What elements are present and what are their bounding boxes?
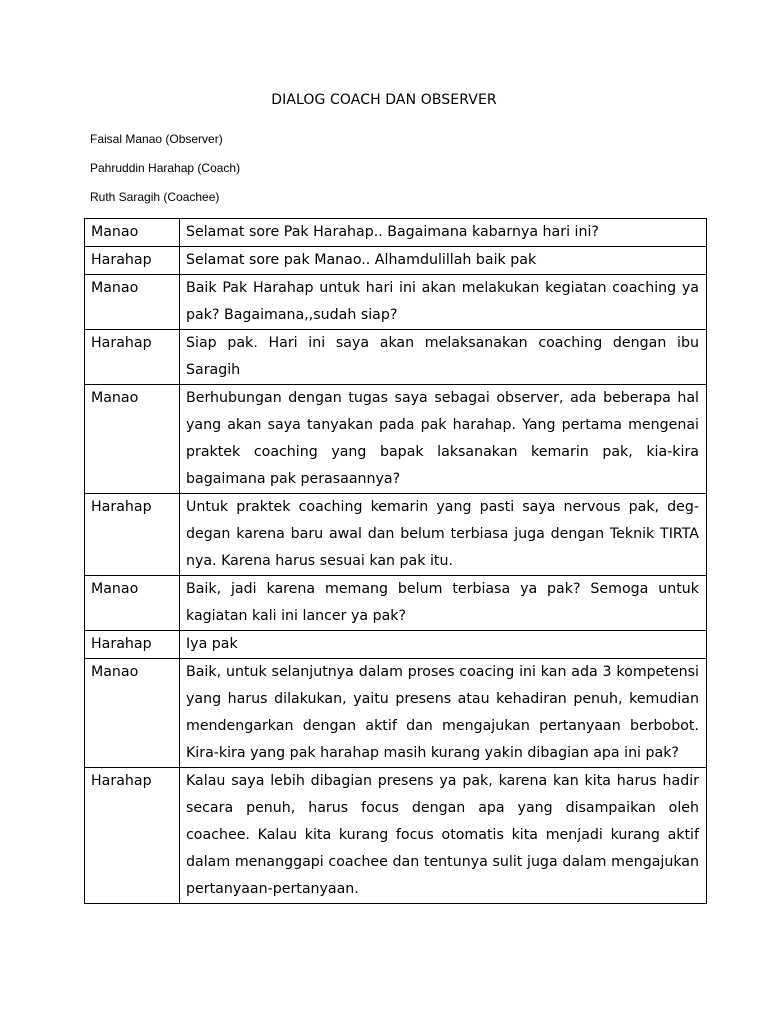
speaker-cell: Harahap [85,631,180,659]
dialog-row [85,275,707,330]
participant-list [90,130,240,217]
participant-observer: Faisal Manao (Observer) [90,132,223,146]
speaker-cell: Harahap [85,768,180,904]
utterance-cell: Selamat sore Pak Harahap.. Bagaimana kabarnya hari ini? [180,219,707,247]
utterance-cell: Iya pak [180,631,707,659]
dialog-row [85,247,707,275]
participant-coachee: Ruth Saragih (Coachee) [90,190,220,204]
dialog-row [85,219,707,247]
speaker-cell: Harahap [85,247,180,275]
dialog-row [85,330,707,385]
utterance-cell: Siap pak. Hari ini saya akan melaksanakan coaching dengan ibu Saragih [180,330,707,385]
utterance-cell: Berhubungan dengan tugas saya sebagai observer, ada beberapa hal yang akan saya tanyakan pada pak harahap. Yang pertama mengenai praktek coaching yang bapak laksanakan kemarin pak, kia-kira bagaimana pak perasaannya? [180,385,707,494]
utterance-cell: Untuk praktek coaching kemarin yang pasti saya nervous pak, deg-degan karena baru awal dan belum terbiasa juga dengan Teknik TIRTA nya. Karena harus sesuai kan pak itu. [180,494,707,576]
utterance-cell: Selamat sore pak Manao.. Alhamdulillah baik pak [180,247,707,275]
utterance-cell: Baik, untuk selanjutnya dalam proses coacing ini kan ada 3 kompetensi yang harus dilakukan, yaitu presens atau kehadiran penuh, kemudian mendengarkan dengan aktif dan mengajukan pertanyaan berbobot. Kira-kira yang pak harahap masih kurang yakin dibagian apa ini pak? [180,659,707,768]
dialog-row [85,631,707,659]
speaker-cell: Manao [85,219,180,247]
speaker-cell: Harahap [85,494,180,576]
dialog-row [85,576,707,631]
utterance-cell: Baik Pak Harahap untuk hari ini akan melakukan kegiatan coaching ya pak? Bagaimana,,sudah siap? [180,275,707,330]
dialog-row [85,385,707,494]
dialog-row [85,659,707,768]
dialog-row [85,768,707,904]
speaker-cell: Harahap [85,330,180,385]
speaker-cell: Manao [85,275,180,330]
speaker-cell: Manao [85,659,180,768]
utterance-cell: Kalau saya lebih dibagian presens ya pak, karena kan kita harus hadir secara penuh, harus focus dengan apa yang disampaikan oleh coachee. Kalau kita kurang focus otomatis kita menjadi kurang aktif dalam menanggapi coachee dan tentunya sulit juga dalam mengajukan pertanyaan-pertanyaan. [180,768,707,904]
speaker-cell: Manao [85,385,180,494]
dialog-table [84,218,707,904]
speaker-cell: Manao [85,576,180,631]
document-title: DIALOG COACH DAN OBSERVER [271,92,497,108]
participant-coach: Pahruddin Harahap (Coach) [90,161,241,175]
dialog-row [85,494,707,576]
utterance-cell: Baik, jadi karena memang belum terbiasa ya pak? Semoga untuk kagiatan kali ini lancer ya pak? [180,576,707,631]
